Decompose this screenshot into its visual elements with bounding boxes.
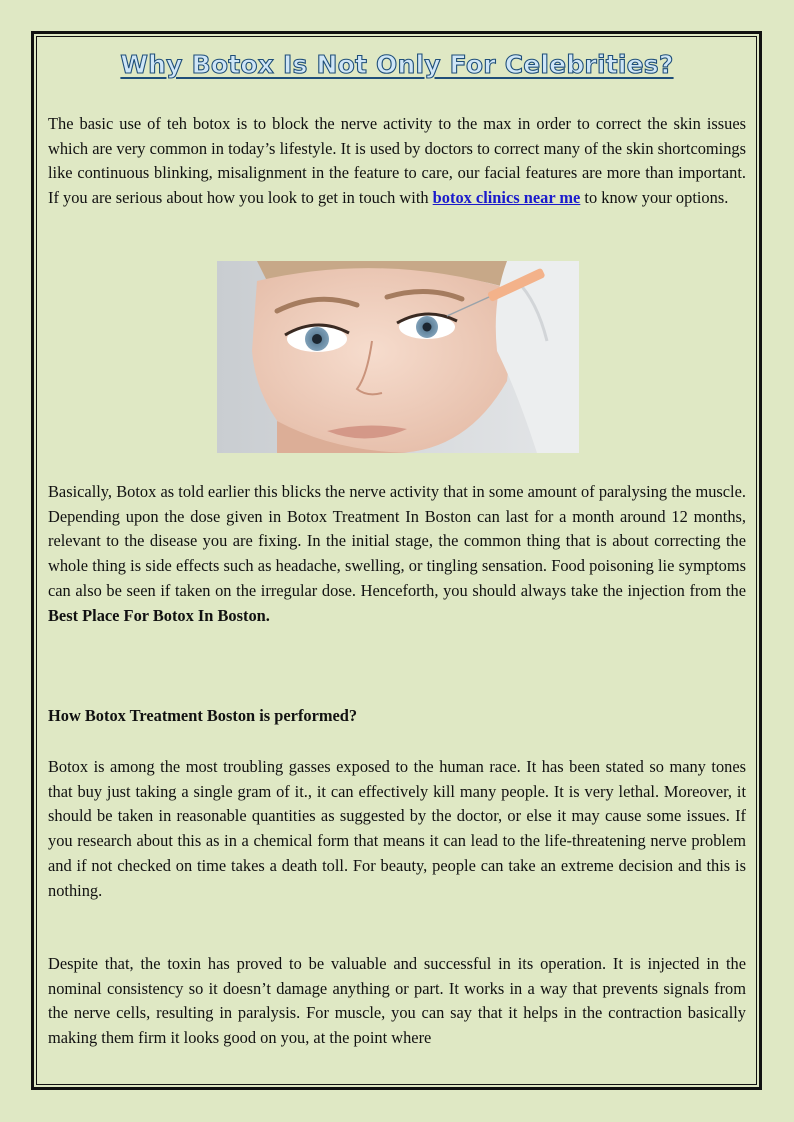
document-content (48, 50, 746, 1048)
dosage-text: Basically, Botox as told earlier this blicks the nerve activity that in some amount of paralysing the muscle. Depending upon the dose given in Botox Treatment In Boston can last for a month around 12 months, relevant to the disease you are fixing. In the initial stage, the common thing that is about correcting the whole thing is side effects such as headache, swelling, or tingling sensation. Food poisoning lie symptoms can also be seen if taken on the irregular dose. Henceforth, you should always take the injection from the (48, 482, 746, 600)
best-place-bold-text: Best Place For Botox In Boston. (48, 605, 270, 625)
woman-face-illustration (217, 261, 579, 453)
section-heading: How Botox Treatment Boston is performed? (48, 706, 358, 725)
operation-paragraph: Despite that, the toxin has proved to be valuable and successful in its operation. It is injected in the nominal consistency so it doesn’t damage anything or part. It works in a way that prevents signals from the nerve cells, resulting in paralysis. For muscle, you can say that it helps in the contraction basically making them firm it looks good on you, at the point where (48, 954, 746, 1048)
dosage-paragraph (48, 480, 746, 628)
page-title: Why Botox Is Not Only For Celebrities? (120, 50, 674, 79)
botox-injection-photo (217, 261, 579, 453)
intro-paragraph (48, 112, 746, 211)
botox-clinics-link[interactable]: botox clinics near me (432, 188, 581, 208)
intro-text-start: The basic use of teh botox is to block the nerve activity to the max in order to correct the skin issues which are very common in today’s lifestyle. It is used by doctors to correct many of the skin shortcomings like continuous blinking, misalignment in the feature to care, our facial features are more than important. If you are serious about how you look to get in touch with (48, 114, 746, 208)
danger-paragraph: Botox is among the most troubling gasses exposed to the human race. It has been stated so many tones that buy just taking a single gram of it., it can effectively kill many people. It is very lethal. Moreover, it should be taken in reasonable quantities as suggested by the doctor, or else it may cause some issues. If you research about this as in a chemical form that means it can lead to the life-threatening nerve problem and if not checked on time takes a death toll. For beauty, people can take an extreme decision and this is nothing. (48, 757, 746, 900)
intro-text-end: to know your options. (580, 188, 729, 208)
